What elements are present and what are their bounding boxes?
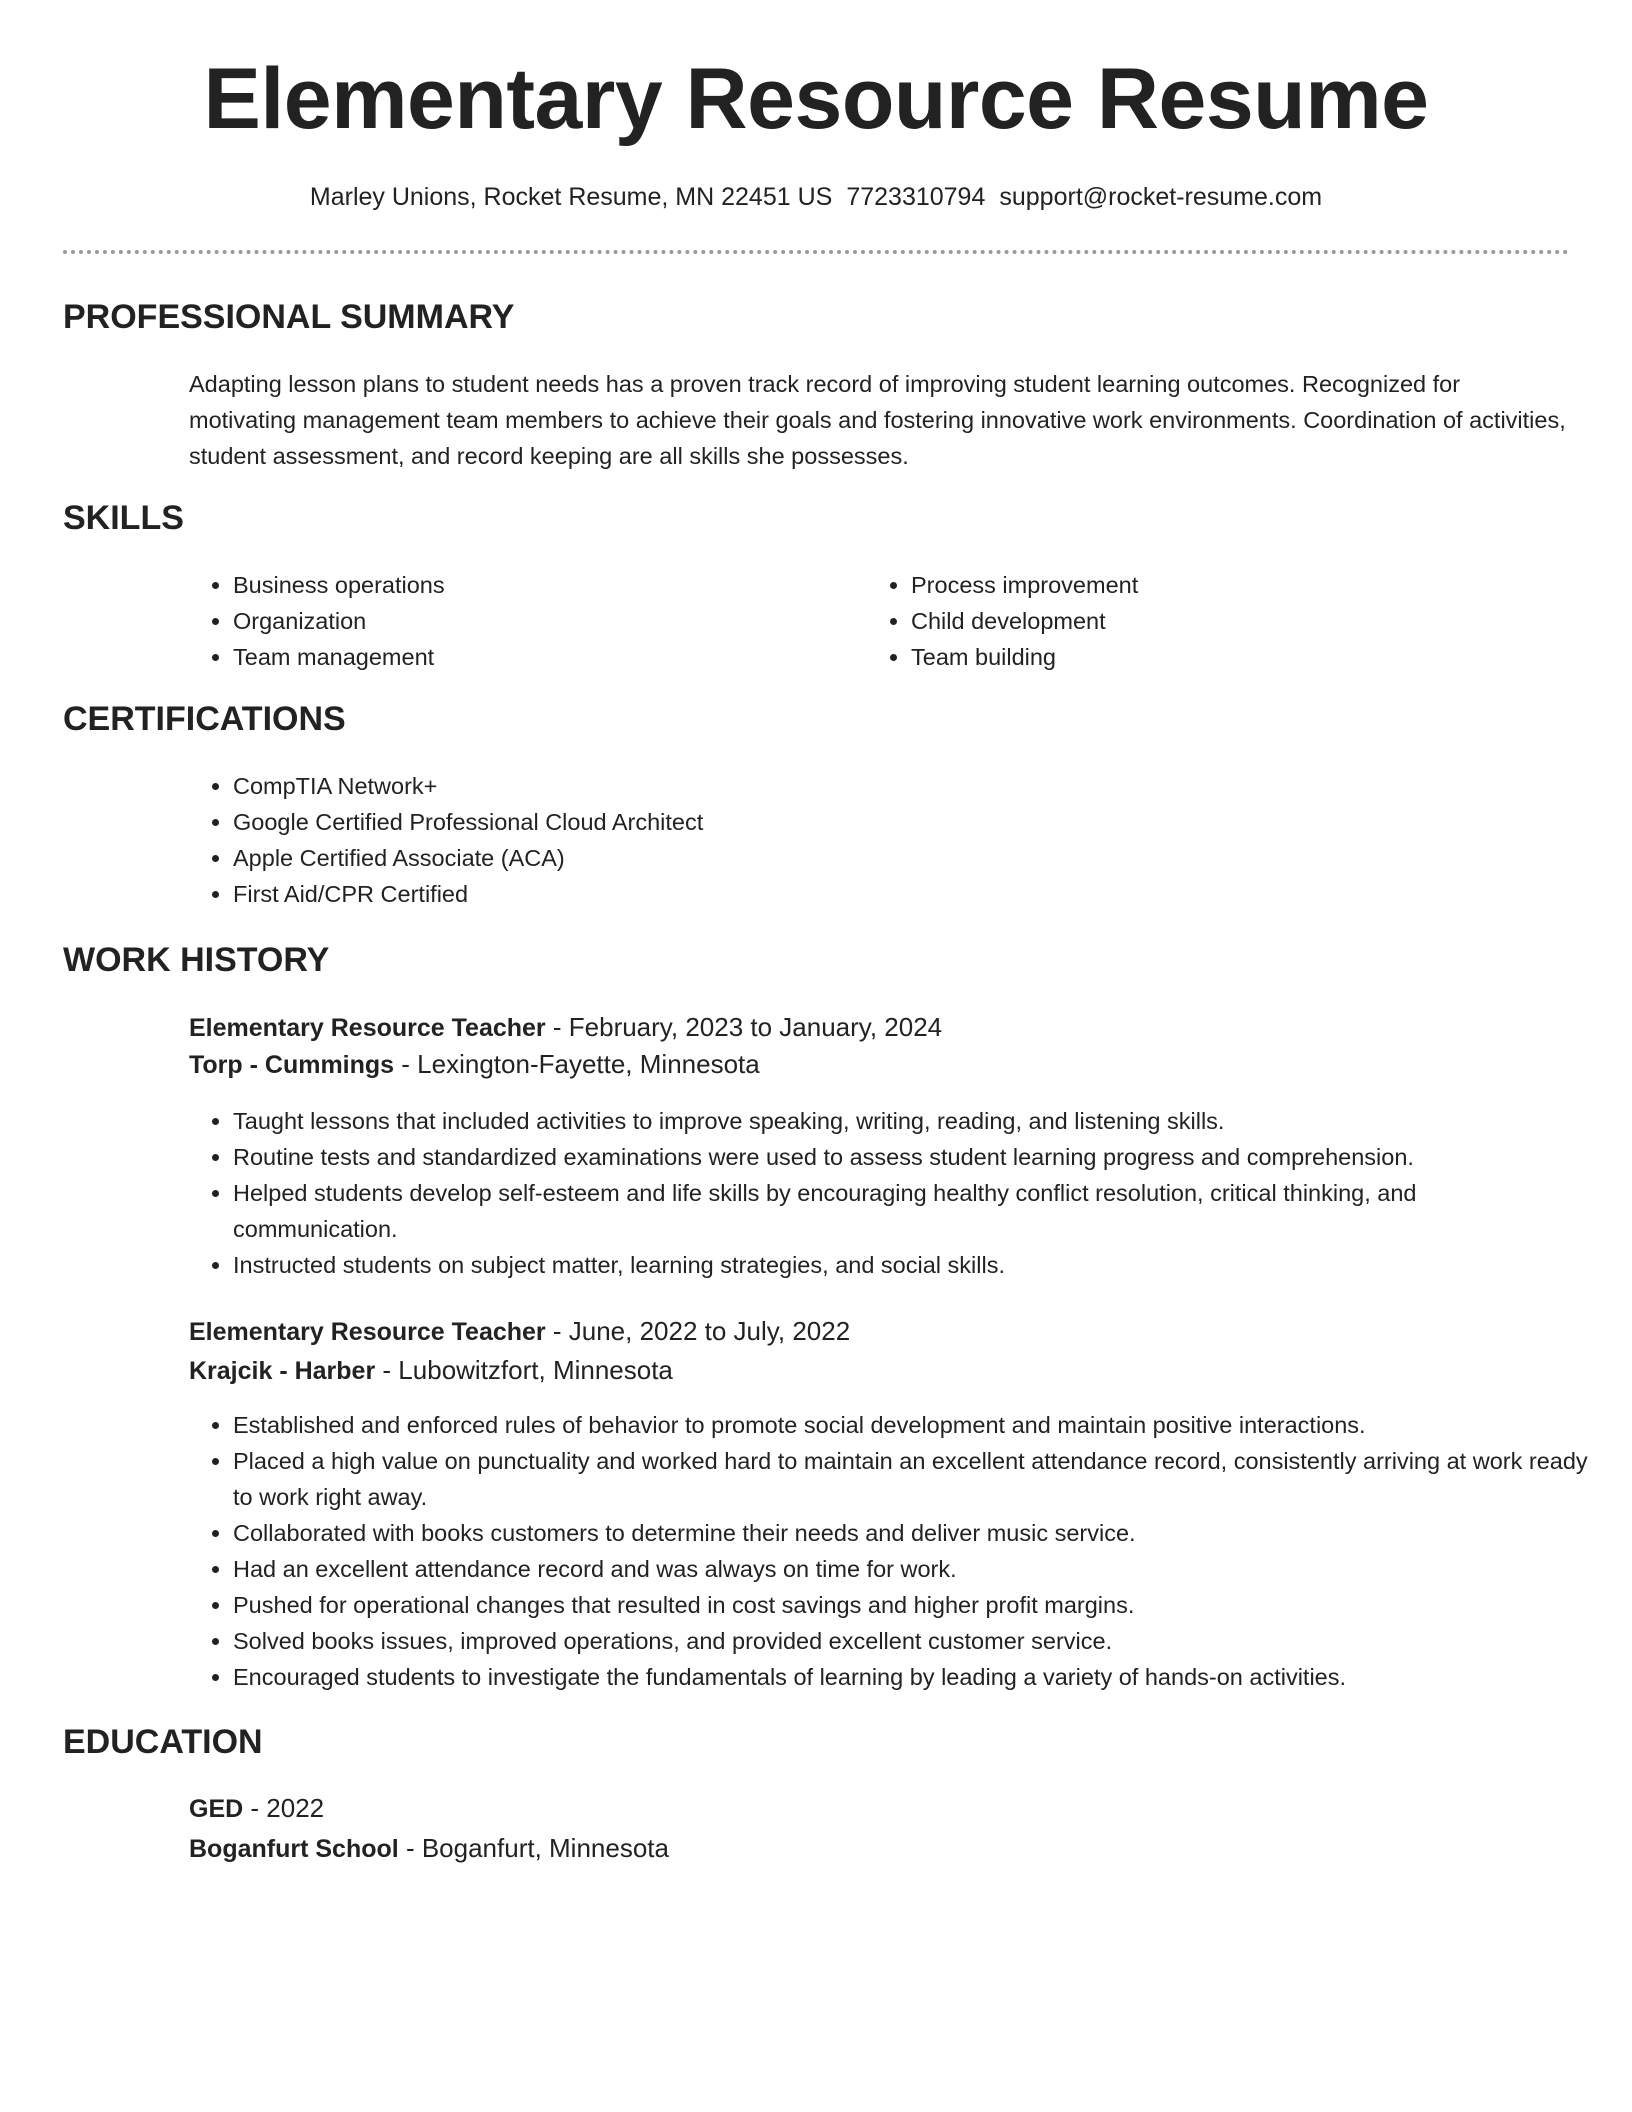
job-1-company-line (189, 1049, 760, 1080)
job-bullet: • Instructed students on subject matter, learning strategies, and social skills. (233, 1247, 1569, 1283)
section-title-skills: SKILLS (63, 499, 184, 537)
job-bullet: • Established and enforced rules of behavior to promote social development and maintain positive interactions. (233, 1407, 1613, 1443)
job-2-company: Krajcik - Harber (189, 1357, 376, 1385)
job-bullet: • Taught lessons that included activities to improve speaking, writing, reading, and listening skills. (233, 1103, 1569, 1139)
job-bullet: • Pushed for operational changes that resulted in cost savings and higher profit margins. (233, 1587, 1613, 1623)
education-location: - Boganfurt, Minnesota (398, 1833, 669, 1863)
section-title-education: EDUCATION (63, 1723, 263, 1761)
contact-email: support@rocket-resume.com (999, 183, 1323, 211)
job-bullet: • Placed a high value on punctuality and worked hard to maintain an excellent attendance record, consistently arriving at work ready to work right away. (233, 1443, 1613, 1515)
job-2-dates: - June, 2022 to July, 2022 (545, 1316, 851, 1346)
certification-item: • First Aid/CPR Certified (233, 876, 1533, 912)
education-degree-line (189, 1793, 324, 1824)
education-degree: GED (189, 1795, 244, 1823)
contact-line (0, 182, 1632, 212)
job-1-location: - Lexington-Fayette, Minnesota (394, 1049, 760, 1079)
job-2-role: Elementary Resource Teacher (189, 1318, 546, 1346)
section-title-summary: PROFESSIONAL SUMMARY (63, 298, 515, 336)
job-1-dates: - February, 2023 to January, 2024 (545, 1012, 943, 1042)
education-year: - 2022 (243, 1793, 325, 1823)
resume-title: Elementary Resource Resume (203, 51, 1429, 147)
certification-item: • Apple Certified Associate (ACA) (233, 840, 1533, 876)
skill-item: • Business operations (233, 567, 833, 603)
job-bullet: • Solved books issues, improved operations, and provided excellent customer service. (233, 1623, 1613, 1659)
section-title-certifications: CERTIFICATIONS (63, 700, 346, 738)
job-bullet: • Routine tests and standardized examinations were used to assess student learning progress and comprehension. (233, 1139, 1569, 1175)
skill-item: • Child development (911, 603, 1511, 639)
job-bullet: • Encouraged students to investigate the fundamentals of learning by leading a variety of hands-on activities. (233, 1659, 1613, 1695)
education-school: Boganfurt School (189, 1835, 399, 1863)
job-1-title-line (189, 1012, 942, 1043)
contact-address: Marley Unions, Rocket Resume, MN 22451 US (309, 183, 833, 211)
certification-item: • CompTIA Network+ (233, 768, 1533, 804)
job-bullet: • Helped students develop self-esteem and life skills by encouraging healthy conflict resolution, critical thinking, and communication. (233, 1175, 1569, 1247)
education-school-line (189, 1833, 669, 1864)
job-2-bullets (189, 1407, 1613, 1695)
skills-list-right (867, 567, 1511, 675)
certifications-list (189, 768, 1533, 912)
header-divider (63, 250, 1569, 254)
skill-item: • Process improvement (911, 567, 1511, 603)
summary-text: Adapting lesson plans to student needs has a proven track record of improving student learning outcomes. Recognized for motivating management team members to achieve their goals and fostering innovative work environments. Coordination of activities, student assessment, and record keeping are all skills she possesses. (189, 371, 1566, 469)
job-bullet: • Had an excellent attendance record and was always on time for work. (233, 1551, 1613, 1587)
job-2-location: - Lubowitzfort, Minnesota (375, 1355, 673, 1385)
skill-item: • Team management (233, 639, 833, 675)
job-bullet: • Collaborated with books customers to determine their needs and deliver music service. (233, 1515, 1613, 1551)
skills-list-left (189, 567, 833, 675)
skill-item: • Team building (911, 639, 1511, 675)
section-title-work-history: WORK HISTORY (63, 941, 330, 979)
job-1-role: Elementary Resource Teacher (189, 1014, 546, 1042)
contact-phone: 7723310794 (846, 183, 986, 211)
job-1-company: Torp - Cummings (189, 1051, 395, 1079)
job-2-title-line (189, 1316, 850, 1347)
certification-item: • Google Certified Professional Cloud Architect (233, 804, 1533, 840)
skill-item: • Organization (233, 603, 833, 639)
job-1-bullets (189, 1103, 1569, 1283)
job-2-company-line (189, 1355, 673, 1386)
